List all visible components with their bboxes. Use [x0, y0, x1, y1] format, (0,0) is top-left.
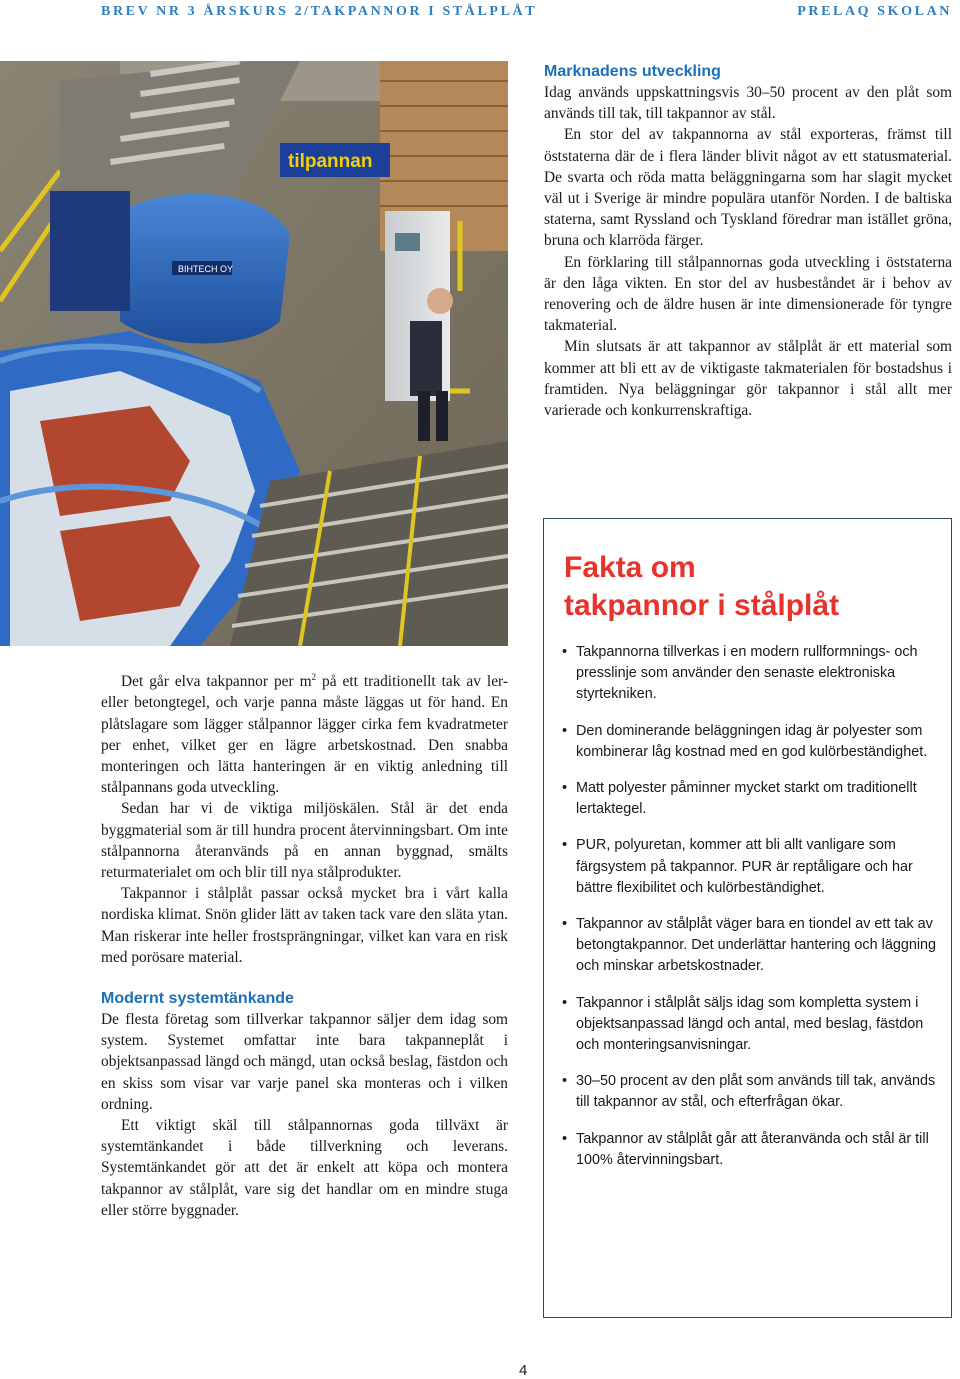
fact-box-title [564, 549, 944, 625]
paragraph: Ett viktigt skäl till stålpannornas goda tillväxt är systemtänkandet i både tillverkning och leverans. Systemtänkandet gör att det är enkelt att köpa och montera takpannor av stålplåt, vare sig det handlar om en mindre stuga eller större byggnader. [101, 1116, 508, 1219]
paragraph: Takpannor i stålplåt passar också mycket bra i vårt kalla nordiska klimat. Snön glider lätt av taken tack vare den släta ytan. Man riskerar inte heller frostsprängningar, vilket kan vara en risk med porösare material. [101, 885, 508, 966]
fact-item: • PUR, polyuretan, kommer att bli allt vanligare som färgsystem på takpannor. PUR är reptåligare och har bättre flexibilitet och kulörbeständighet. [562, 835, 942, 899]
fact-item: • Den dominerande beläggningen idag är polyester som kombinerar låg kostnad med en god kulörbeständighet. [562, 721, 942, 763]
superscript: 2 [311, 672, 317, 682]
paragraph: De flesta företag som tillverkar takpannor säljer dem idag som system. Systemet omfattar inte bara takpanneplåt i objektsanpassad längd och mängd, utan också beslag, fästdon och en skiss som visar var varje panel ska monteras och i vilken ordning. [101, 1010, 508, 1113]
fact-item: • Takpannorna tillverkas i en modern rullformnings- och presslinje som använder den senaste elektroniska styrtekniken. [562, 642, 942, 706]
machine-label: BIHTECH OY [178, 264, 234, 274]
paragraph: Min slutsats är att takpannor av stålplåt är ett material som kommer att bli ett av de viktigaste takmaterialen för bostadshus i framtiden. Nya beläggningar gör takpannor i stål allt mer varierade och konkurrenskraftiga. [544, 338, 952, 420]
fact-box-title-line: Fakta om [564, 551, 696, 584]
fact-box [543, 518, 952, 1318]
fact-item: • Takpannor av stålplåt går att återanvända och stål är till 100% återvinningsbart. [562, 1129, 942, 1171]
fact-list [562, 642, 942, 1186]
system-thinking-heading: Modernt systemtänkande [101, 989, 294, 1007]
paragraph-text: på ett traditionellt tak av ler- eller betongtegel, och varje panna måste läggas ut för hand. En plåtslagare som lägger stålpannor lägger cirka fem kvadratmeter per enhet, vilket ger en lägre arbetskostnad. Den snabba monteringen och lätta hanteringen är en viktig anledning till stålpannans goda utveckling. [101, 673, 508, 797]
paragraph [101, 667, 508, 798]
page-number: 4 [519, 1362, 528, 1379]
main-article-column [101, 667, 508, 1221]
paragraph: En stor del av takpannorna av stål exporteras, främst till öststaterna där de i flera länder blivit något av ett statusmaterial. De svarta och röda matta beläggningarna som har slagit mycket väl ut i Sverige är mindre populära utanför Norden. I de baltiska staterna, samt Ryssland och Tyskland föredrar man istället gröna, bruna och klarröda färger. [544, 126, 952, 250]
paragraph: En förklaring till stålpannornas goda utveckling i öststaterna är den låga vikten. En stor del av husbeståndet är i behov av renovering och de äldre husen är inte dimensionerade för tyngre takmaterial. [544, 253, 952, 335]
fact-item: • 30–50 procent av den plåt som används till tak, används till takpannor av stål, och efterfrågan ökar. [562, 1071, 942, 1113]
fact-item: • Takpannor av stålplåt väger bara en tiondel av ett tak av betongtakpannor. Det underlättar hantering och läggning och minskar arbetskostnader. [562, 914, 942, 978]
factory-photo [0, 61, 508, 646]
market-development-section [544, 61, 952, 421]
paragraph: Sedan har vi de viktiga miljöskälen. Stål är det enda byggmaterial som är till hundra procent återvinningsbart. Om inte stålpannorna återanvänds på en annan byggnad, smälts returmaterialet om och blir till nya stålprodukter. [101, 800, 508, 881]
paragraph-text: Det går elva takpannor per m [121, 673, 312, 691]
market-development-heading: Marknadens utveckling [544, 63, 721, 80]
fact-box-title-line: takpannor i stålplåt [564, 589, 840, 622]
fact-item: • Takpannor i stålplåt säljs idag som kompletta system i objektsanpassad längd och antal, med beslag, fästdon och monteringsanvisningar. [562, 993, 942, 1057]
fact-item: • Matt polyester påminner mycket starkt om traditionellt lertaktegel. [562, 778, 942, 820]
running-header-title: BREV NR 3 ÅRSKURS 2/TAKPANNOR I STÅLPLÅT [101, 4, 538, 19]
running-header-brand: PRELAQ SKOLAN [797, 4, 952, 19]
tilpannan-sign: tilpannan [288, 151, 373, 172]
paragraph: Idag används uppskattningsvis 30–50 procent av den plåt som används till tak, till takpannor av stål. [544, 84, 952, 123]
factory-photo-illustration [0, 61, 508, 646]
